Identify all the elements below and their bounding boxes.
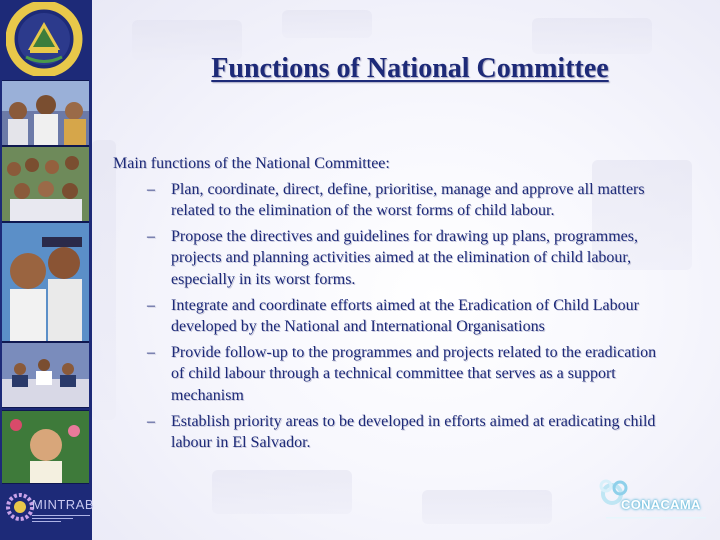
child-photo bbox=[2, 410, 89, 484]
list-item bbox=[113, 411, 673, 454]
officials-photo bbox=[2, 342, 89, 408]
slide-title: Functions of National Committee bbox=[211, 53, 609, 84]
children-photo bbox=[2, 146, 89, 222]
watermark-shape bbox=[422, 490, 552, 524]
list-item-text: Integrate and coordinate efforts aimed at the Eradication of Child Labour developed by the National and International Organisations bbox=[171, 296, 639, 336]
national-seal-logo bbox=[6, 2, 86, 76]
children-photo bbox=[2, 80, 89, 146]
list-item-text: Propose the directives and guidelines for drawing up plans, programmes, projects and planning activities aimed at the elimination of child labour, especially in its worst forms. bbox=[171, 227, 638, 288]
dash-bullet: – bbox=[147, 412, 155, 430]
list-item bbox=[113, 295, 673, 338]
dash-bullet: – bbox=[147, 343, 155, 361]
children-photo bbox=[2, 222, 89, 342]
list-item-text: Provide follow-up to the programmes and projects related to the eradication of child labour through a technical committee that serves as a support mechanism bbox=[171, 343, 657, 404]
dash-bullet: – bbox=[147, 180, 155, 198]
dash-bullet: – bbox=[147, 227, 155, 245]
list-item-text: Establish priority areas to be developed in efforts aimed at eradicating child labour in El Salvador. bbox=[171, 412, 656, 452]
list-item bbox=[113, 179, 673, 222]
functions-list bbox=[113, 179, 673, 454]
list-item bbox=[113, 342, 673, 407]
dash-bullet: – bbox=[147, 296, 155, 314]
watermark-shape bbox=[532, 18, 652, 54]
mintrab-logo-text: MINTRAB bbox=[32, 497, 94, 512]
list-item-text: Plan, coordinate, direct, define, prioritise, manage and approve all matters related to the elimination of the worst forms of child labour. bbox=[171, 180, 645, 220]
mintrab-logo-subtitle bbox=[32, 514, 90, 522]
partner-logo-tagline bbox=[606, 515, 706, 523]
slide-body bbox=[113, 153, 673, 458]
watermark-shape bbox=[212, 470, 352, 514]
lead-text: Main functions of the National Committee: bbox=[113, 155, 390, 172]
partner-logo-text: CONACAMA bbox=[621, 497, 701, 512]
watermark-shape bbox=[282, 10, 372, 38]
left-sidebar bbox=[0, 0, 92, 540]
list-item bbox=[113, 226, 673, 291]
